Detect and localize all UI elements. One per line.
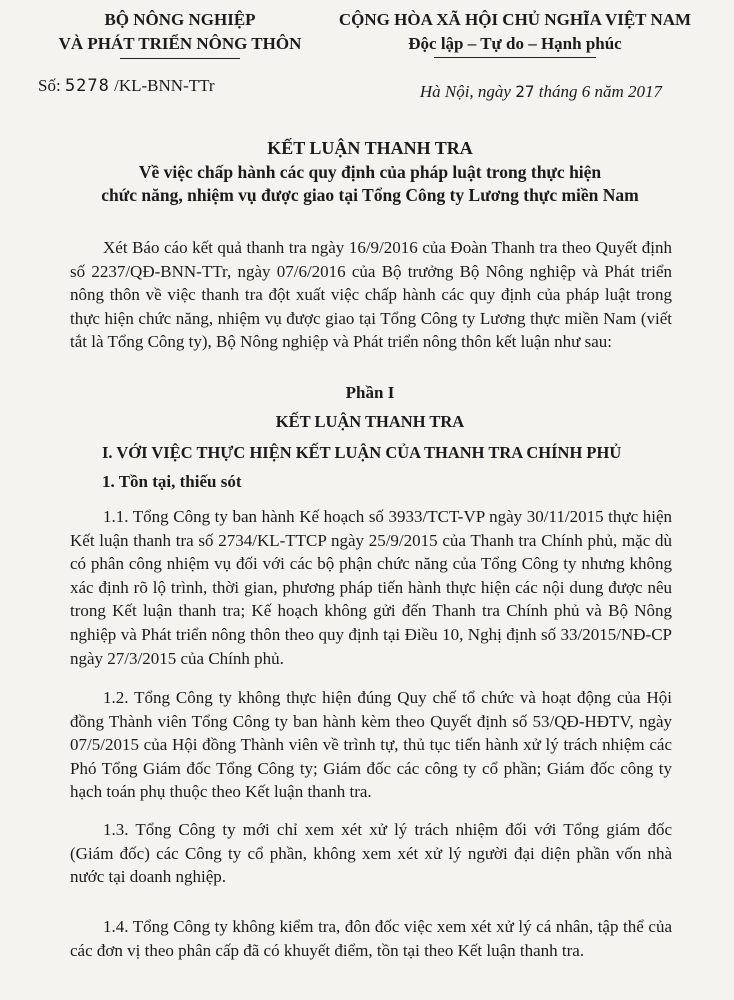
part-title: KẾT LUẬN THANH TRA	[275, 412, 465, 431]
document-number	[38, 76, 215, 96]
document-subject-line-1: Về việc chấp hành các quy định của pháp luật trong thực hiện	[138, 162, 602, 182]
intro-paragraph: Xét Báo cáo kết quả thanh tra ngày 16/9/2016 của Đoàn Thanh tra theo Quyết định số 2237/QĐ-BNN-TTr, ngày 07/6/2016 của Bộ trưởng Bộ Nông nghiệp và Phát triển nông thôn về việc thanh tra đột xuất việc chấp hành các quy định của pháp luật trong thực hiện chức năng, nhiệm vụ được giao tại Tổng Công ty Lương thực miền Nam (viết tắt là Tổng Công ty), Bộ Nông nghiệp và Phát triển nông thôn kết luận như sau:	[70, 238, 672, 352]
paragraph-1-1: 1.1. Tổng Công ty ban hành Kế hoạch số 3933/TCT-VP ngày 30/11/2015 thực hiện Kết luận thanh tra số 2734/KL-TTCP ngày 25/9/2015 của Thanh tra Chính phủ, mặc dù có phân công nhiệm vụ đối với các bộ phận chức năng của Tổng Công ty nhưng không xác định rõ lộ trình, thời gian, phương pháp tiến hành thực hiện các nội dung được nêu trong Kết luận thanh tra; Kế hoạch không gửi đến Thanh tra Chính phủ và Bộ Nông nghiệp và Phát triển nông thôn theo quy định tại Điều 10, Nghị định số 33/2015/NĐ-CP ngày 27/3/2015 của Chính phủ.	[70, 507, 672, 668]
document-date	[420, 82, 662, 102]
ministry-line-2: VÀ PHÁT TRIỂN NÔNG THÔN	[58, 34, 302, 53]
national-motto: Độc lập – Tự do – Hạnh phúc	[408, 34, 622, 53]
subsection-title: 1. Tồn tại, thiếu sót	[102, 472, 242, 491]
date-day-handwritten: 27	[515, 82, 535, 101]
date-suffix: tháng 6 năm 2017	[538, 82, 662, 101]
paragraph-1-2: 1.2. Tổng Công ty không thực hiện đúng Quy chế tổ chức và hoạt động của Hội đồng Thành viên Tổng Công ty ban hành kèm theo Quyết định số 53/QĐ-HĐTV, ngày 07/5/2015 của Hội đồng Thành viên về trình tự, thủ tục tiến hành xử lý trách nhiệm các Phó Tổng Giám đốc Tổng Công ty; Giám đốc các công ty cổ phần; Giám đốc công ty hạch toán phụ thuộc theo Kết luận thanh tra.	[70, 688, 672, 802]
number-handwritten: 5278	[64, 76, 110, 96]
ministry-line-1: BỘ NÔNG NGHIỆP	[104, 10, 256, 29]
paragraph-1-4: 1.4. Tổng Công ty không kiểm tra, đôn đốc việc xem xét xử lý cá nhân, tập thể của các đơn vị theo phân cấp đã có khuyết điểm, tồn tại theo Kết luận thanh tra.	[70, 917, 672, 960]
date-prefix: Hà Nội, ngày	[419, 82, 511, 101]
ministry-underline	[120, 58, 240, 59]
number-suffix: /KL-BNN-TTr	[114, 76, 215, 95]
paragraph-1-3: 1.3. Tổng Công ty mới chỉ xem xét xử lý trách nhiệm đối với Tổng giám đốc (Giám đốc) các Công ty cổ phần, không xem xét xử lý người đại diện phần vốn nhà nước tại doanh nghiệp.	[70, 820, 672, 887]
number-prefix: Số:	[38, 76, 61, 95]
document-subject-line-2: chức năng, nhiệm vụ được giao tại Tổng Công ty Lương thực miền Nam	[101, 185, 639, 205]
ministry-header	[30, 8, 330, 59]
section-title: I. VỚI VIỆC THỰC HIỆN KẾT LUẬN CỦA THANH TRA CHÍNH PHỦ	[102, 443, 622, 462]
part-label: Phần I	[345, 383, 395, 402]
country-name: CỘNG HÒA XÃ HỘI CHỦ NGHĨA VIỆT NAM	[338, 10, 692, 29]
document-title: KẾT LUẬN THANH TRA	[267, 138, 473, 158]
national-header	[300, 8, 730, 58]
motto-underline	[434, 57, 596, 58]
